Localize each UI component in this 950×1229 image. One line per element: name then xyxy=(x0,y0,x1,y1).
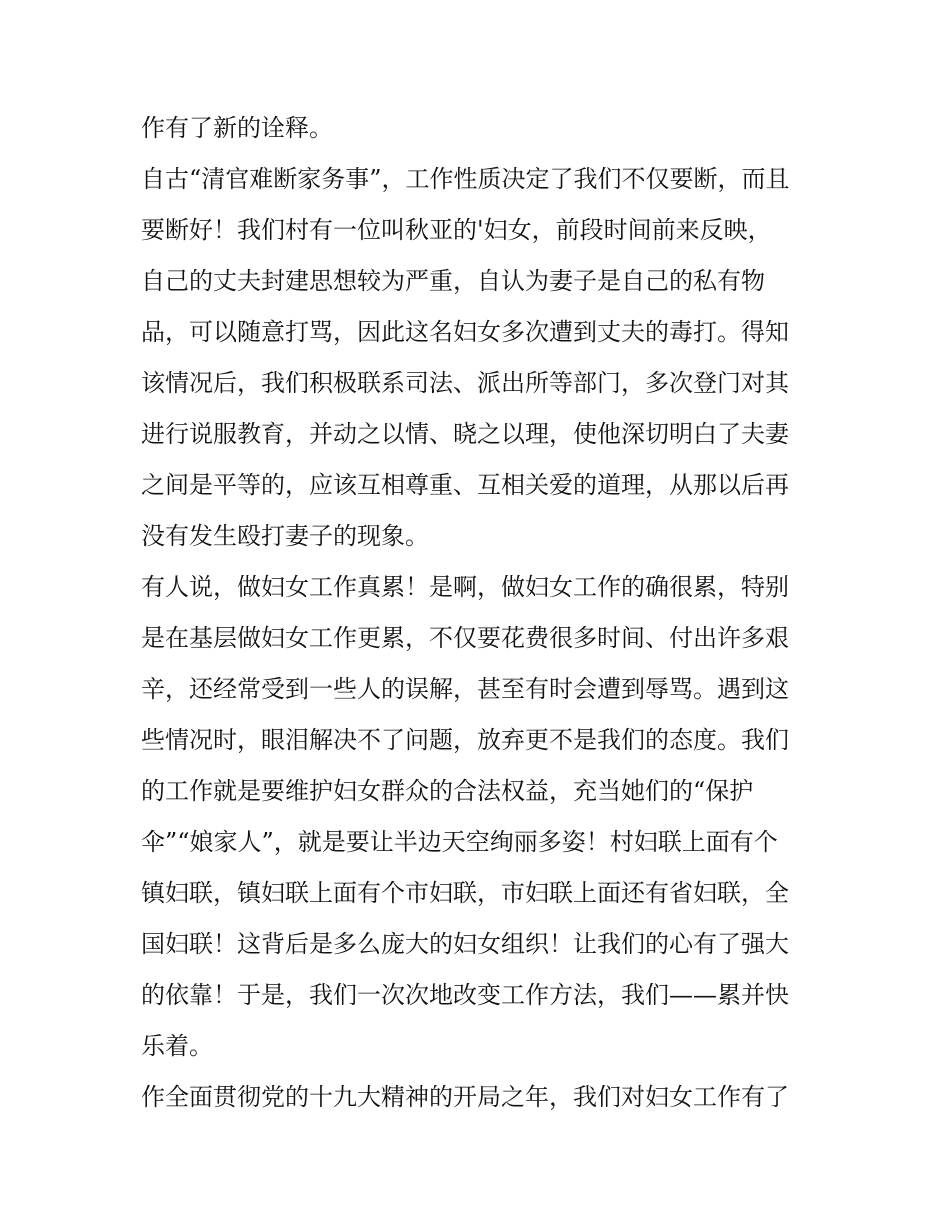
text-line: 国妇联！这背后是多么庞大的妇女组织！让我们的心有了强大 xyxy=(141,930,789,958)
text-line: 是在基层做妇女工作更累，不仅要花费很多时间、付出许多艰 xyxy=(141,624,789,652)
text-line: 辛，还经常受到一些人的误解，甚至有时会遭到辱骂。遇到这 xyxy=(141,675,789,703)
text-line: 伞”“娘家人”，就是要让半边天空绚丽多姿！村妇联上面有个 xyxy=(141,828,778,856)
text-line: 品，可以随意打骂，因此这名妇女多次遭到丈夫的毒打。得知 xyxy=(141,318,789,346)
text-line: 该情况后，我们积极联系司法、派出所等部门，多次登门对其 xyxy=(141,369,789,397)
text-line: 作有了新的诠释。 xyxy=(141,114,333,142)
text-line: 自古“清官难断家务事”，工作性质决定了我们不仅要断，而且 xyxy=(141,165,790,193)
text-line: 要断好！我们村有一位叫秋亚的'妇女，前段时间前来反映， xyxy=(141,216,772,244)
text-line: 没有发生殴打妻子的现象。 xyxy=(141,522,429,550)
text-line: 之间是平等的，应该互相尊重、互相关爱的道理，从那以后再 xyxy=(141,471,789,499)
text-line: 的工作就是要维护妇女群众的合法权益，充当她们的“保护 xyxy=(141,777,754,805)
text-line: 些情况时，眼泪解决不了问题，放弃更不是我们的态度。我们 xyxy=(141,726,789,754)
text-line: 作全面贯彻党的十九大精神的开局之年，我们对妇女工作有了 xyxy=(141,1083,789,1111)
text-line: 镇妇联，镇妇联上面有个市妇联，市妇联上面还有省妇联，全 xyxy=(141,879,789,907)
text-line: 进行说服教育，并动之以情、晓之以理，使他深切明白了夫妻 xyxy=(141,420,789,448)
text-line: 的依靠！于是，我们一次次地改变工作方法，我们——累并快 xyxy=(141,981,789,1009)
body-text xyxy=(141,103,821,1123)
text-line: 乐着。 xyxy=(141,1032,213,1060)
text-line: 自己的丈夫封建思想较为严重，自认为妻子是自己的私有物 xyxy=(141,267,765,295)
text-line: 有人说，做妇女工作真累！是啊，做妇女工作的确很累，特别 xyxy=(141,573,789,601)
